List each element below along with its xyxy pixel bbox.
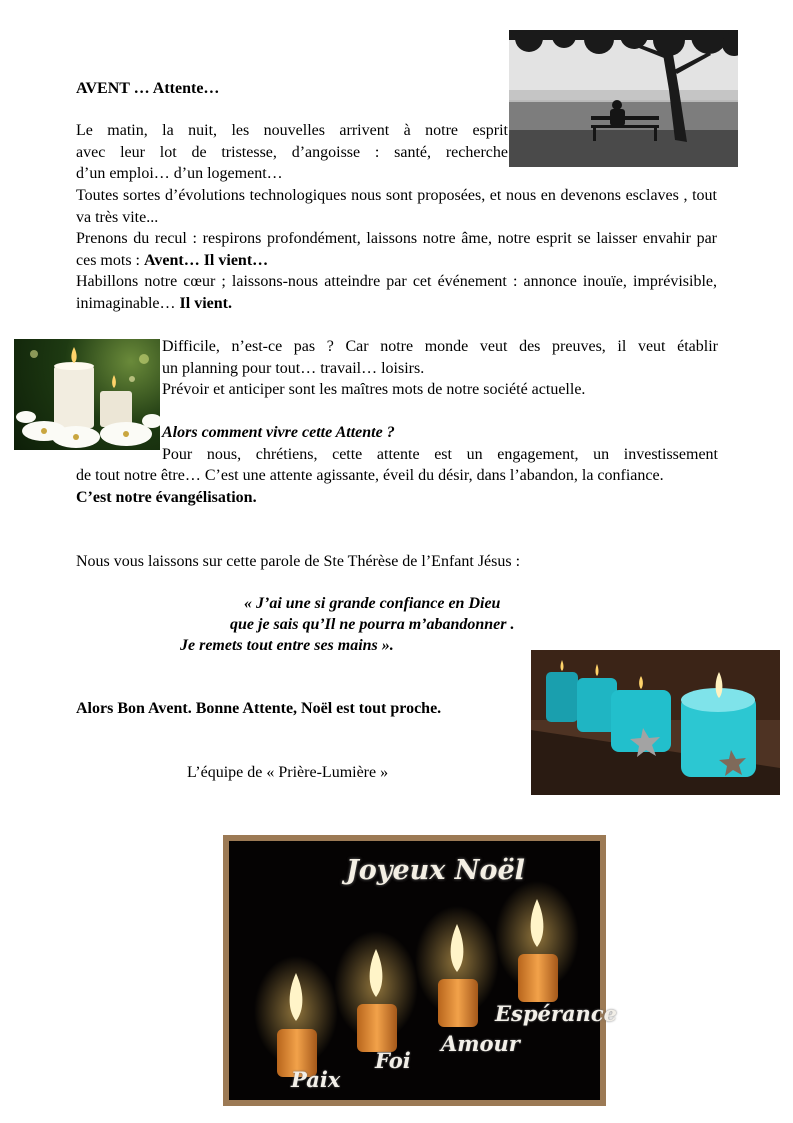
joyeux-noel-card [223,835,617,1106]
engagement-line-1: Pour nous, chrétiens, cette attente est un engagement, un investissement [162,445,718,463]
intro-line-3: d’un emploi… d’un logement… [76,165,283,182]
card-word-esperance: Espérance [495,1001,617,1026]
body-block-1 [76,185,717,314]
teal-candles-photo [531,650,780,795]
paragraph-recul [76,228,717,271]
paragraph-coeur [76,271,717,314]
teal-candles-illustration [531,650,780,795]
christmas-candle-photo [14,339,160,450]
page-title: AVENT … Attente… [76,80,220,97]
card-word-paix: Paix [291,1067,341,1092]
title-block [76,78,506,100]
engagement-rest: de tout notre être… C’est une attente agissante, éveil du désir, dans l’abandon, la confiance. [76,467,664,484]
paragraph-technology: Toutes sortes d’évolutions technologiques nous sont proposées, et nous en devenons esclaves , tout va très vite... [76,187,717,226]
intro-line-2: avec leur lot de tristesse, d’angoisse : santé, recherche [76,143,508,161]
body-block-2 [162,336,718,465]
quote-line-3: Je remets tout entre ses mains ». [180,637,394,654]
card-word-foi: Foi [375,1048,411,1073]
body-block-3 [76,465,717,508]
difficile-line-3: Prévoir et anticiper sont les maîtres mots de notre société actuelle. [162,381,586,398]
intro-paragraph [76,120,508,185]
signature: L’équipe de « Prière-Lumière » [187,764,389,781]
bench-photo [509,30,738,167]
paragraph-recul-bold: Avent… Il vient… [144,251,269,269]
card-word-amour: Amour [441,1031,520,1056]
closing-line: Alors Bon Avent. Bonne Attente, Noël est tout proche. [76,700,442,717]
spacer [162,401,718,423]
evangelisation-line: C’est notre évangélisation. [76,488,257,506]
paragraph-recul-text: Prenons du recul : respirons profondément, laissons notre âme, notre esprit se laisser envahir par ces mots : [76,230,717,269]
paragraph-coeur-text: Habillons notre cœur ; laissons-nous atteindre par cet événement : annonce inouïe, imprévisible, inimaginable… [76,273,717,312]
difficile-line-1: Difficile, n’est-ce pas ? Car notre monde veut des preuves, il veut établir [162,338,718,355]
card-title: Joyeux Noël [346,855,525,886]
christmas-candle-illustration [14,339,160,450]
quote-line-2: que je sais qu’Il ne pourra m’abandonner . [230,616,515,633]
quote-line-1: « J’ai une si grande confiance en Dieu [244,595,501,612]
quote-intro: Nous vous laissons sur cette parole de Ste Thérèse de l’Enfant Jésus : [76,553,521,570]
intro-line-1: Le matin, la nuit, les nouvelles arrivent à notre esprit [76,122,508,139]
question-heading: Alors comment vivre cette Attente ? [162,424,395,441]
paragraph-coeur-bold: Il vient. [179,294,232,312]
quote-intro-block [76,551,717,573]
difficile-line-2: un planning pour tout… travail… loisirs. [162,359,425,377]
bench-tree-illustration [509,30,738,167]
